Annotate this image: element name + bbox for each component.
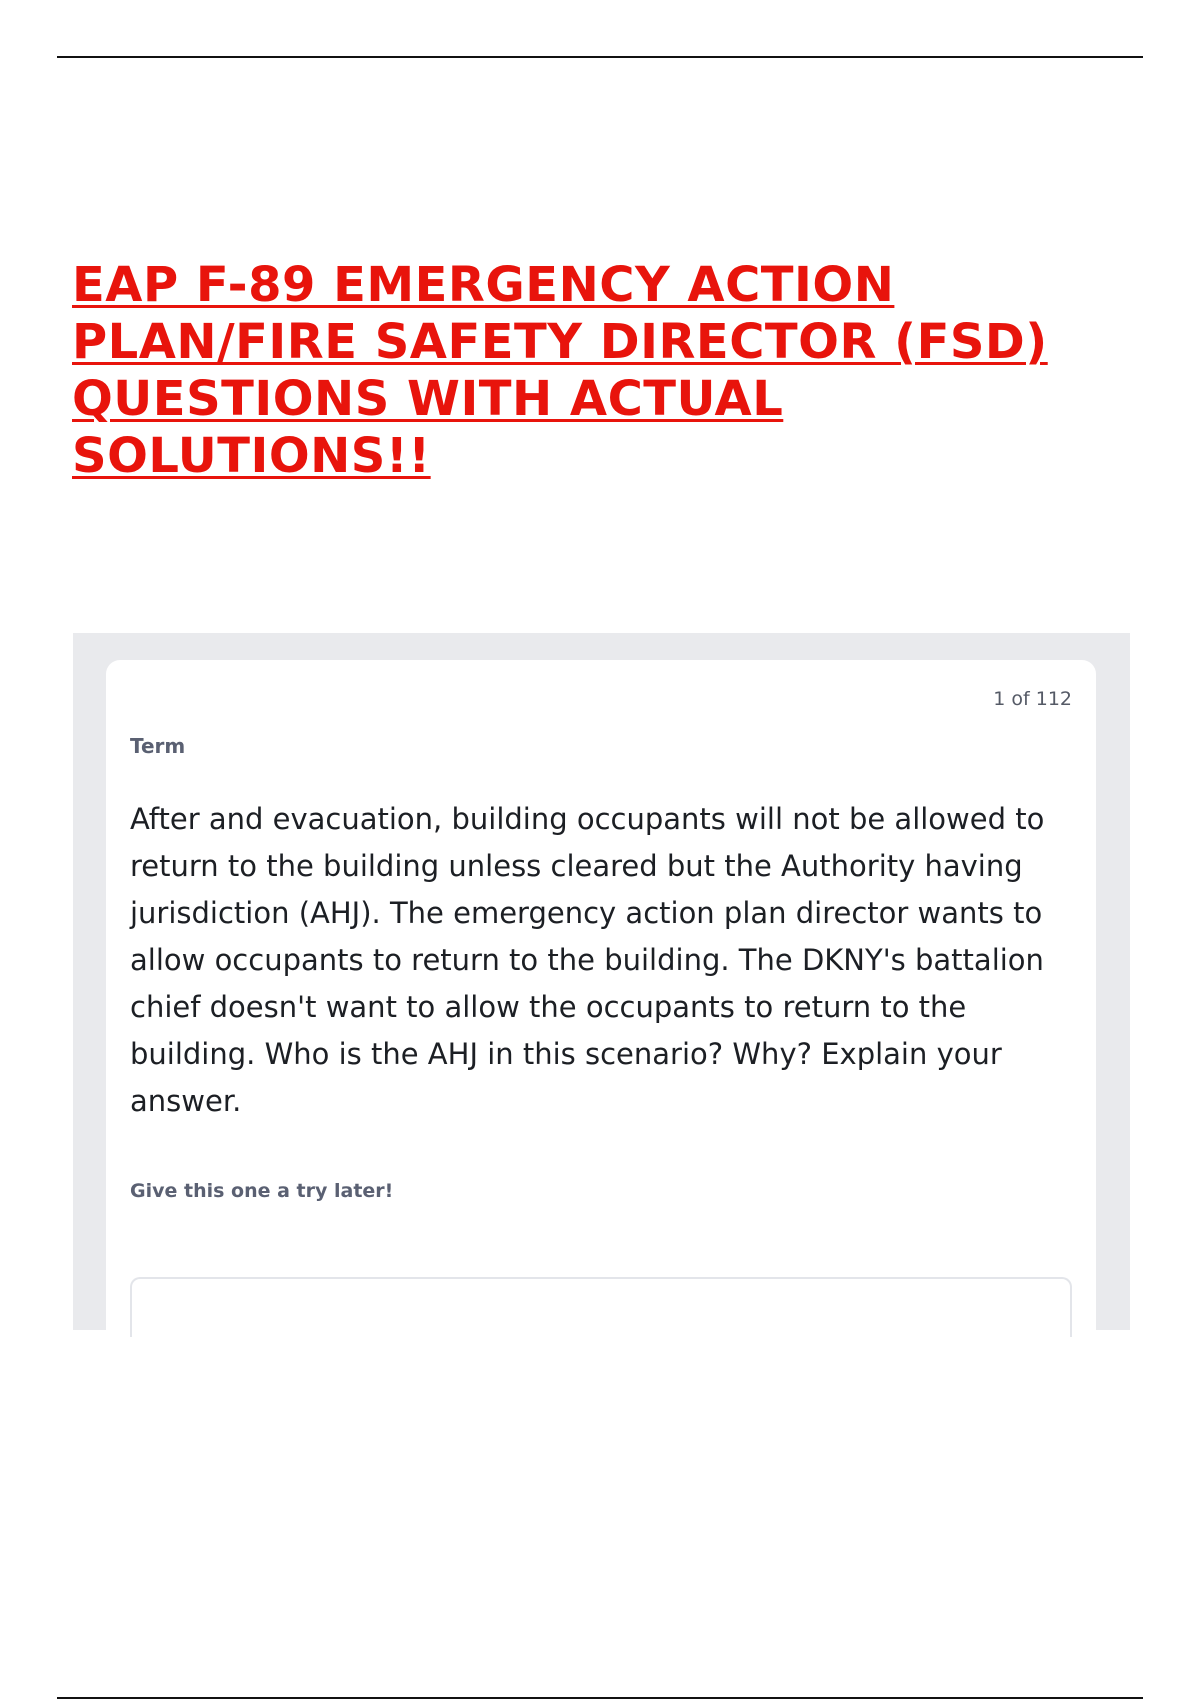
answer-input[interactable] [130, 1277, 1072, 1337]
document-title-text: EAP F-89 EMERGENCY ACTION PLAN/FIRE SAFETY DIRECTOR (FSD) QUESTIONS WITH ACTUAL SOLUTIONS!! [72, 257, 1048, 484]
document-title [72, 200, 1112, 485]
term-label: Term [130, 734, 186, 758]
try-later-hint: Give this one a try later! [130, 1180, 394, 1202]
card-counter: 1 of 112 [993, 688, 1072, 710]
top-rule [57, 56, 1143, 58]
term-text: After and evacuation, building occupants will not be allowed to return to the building unless cleared but the Authority having jurisdiction (AHJ). The emergency action plan director wants to allow occupants to return to the building. The DKNY's battalion chief doesn't want to allow the occupants to return to the building. Who is the AHJ in this scenario? Why? Explain your answer. [130, 802, 1045, 1118]
bottom-rule [57, 1697, 1143, 1699]
flashcard [106, 660, 1096, 1330]
